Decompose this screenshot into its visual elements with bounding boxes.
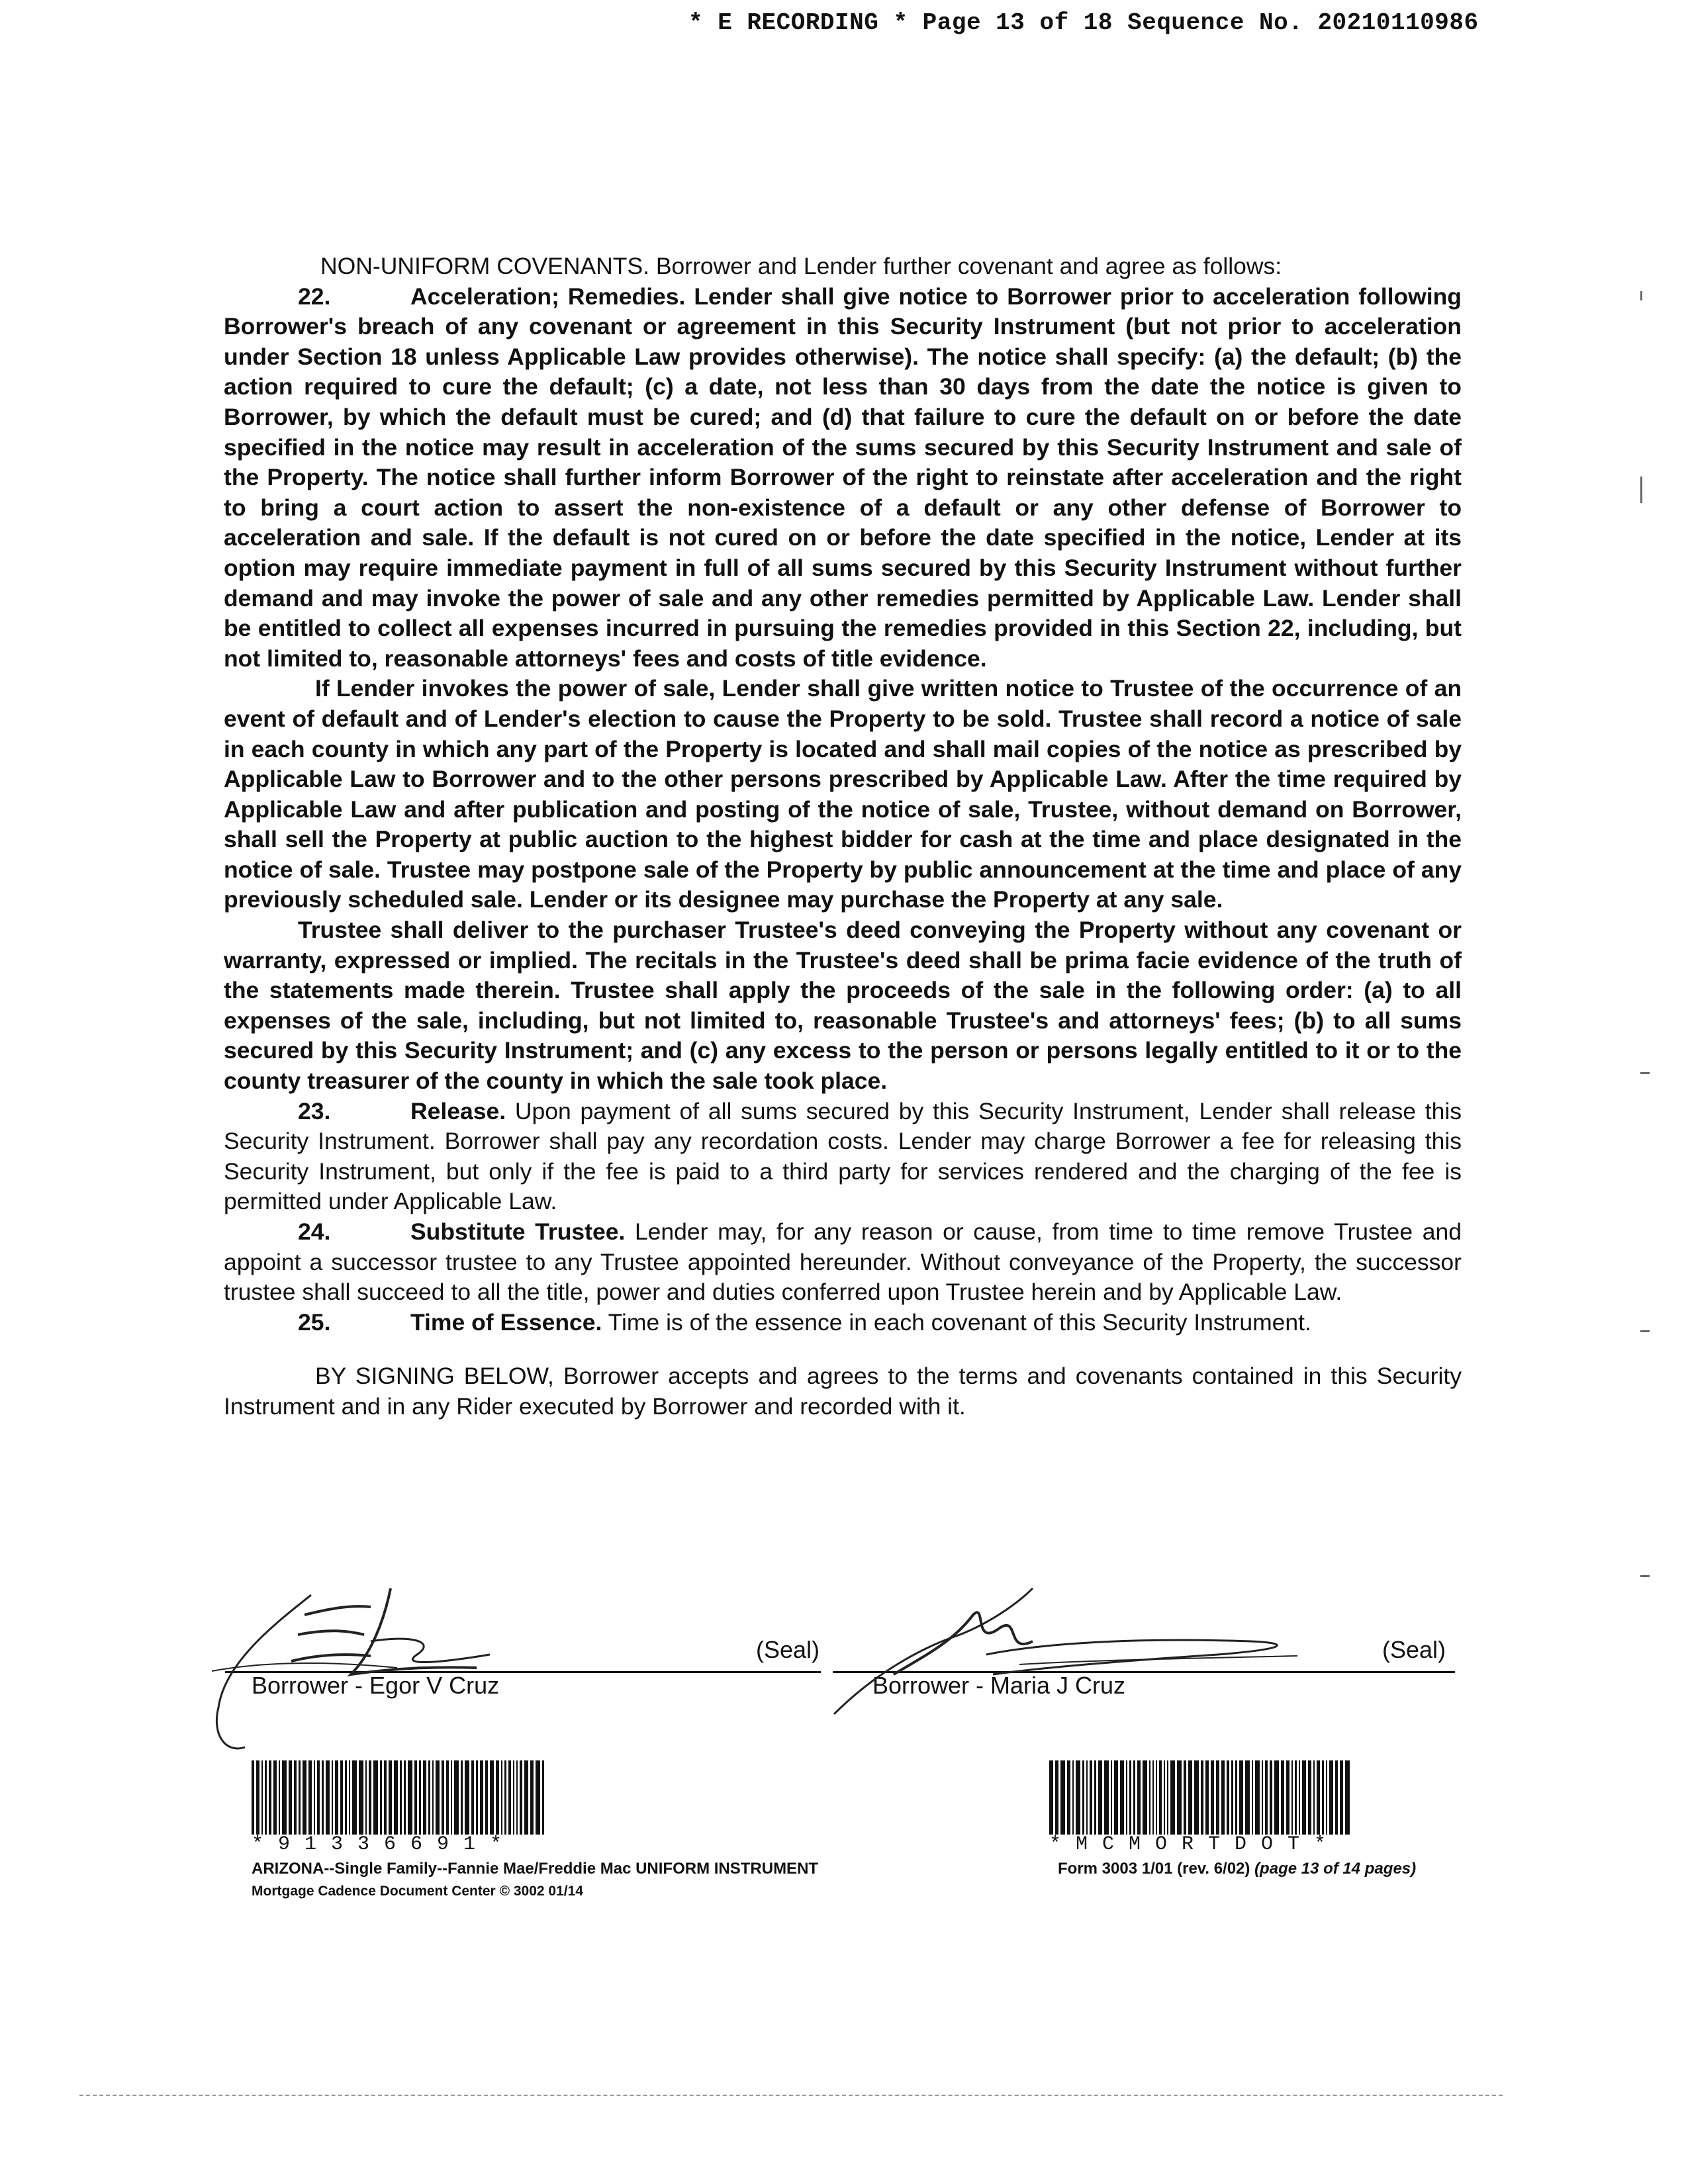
barcode-bar (1317, 1760, 1320, 1835)
barcode-bar (303, 1760, 306, 1835)
barcode-bar (369, 1760, 371, 1835)
barcode-bar (1221, 1760, 1225, 1835)
barcode-bar (1227, 1760, 1229, 1835)
barcode-bar (1167, 1760, 1168, 1835)
barcode-bar (1170, 1760, 1175, 1835)
signature-maria-cruz (821, 1575, 1324, 1734)
barcode-bar (1340, 1760, 1343, 1835)
seal-label-2: (Seal) (1382, 1636, 1446, 1663)
barcode-bar (446, 1760, 449, 1835)
barcode-bar (359, 1760, 363, 1835)
barcode-bar (1252, 1760, 1253, 1835)
barcode-bar (279, 1760, 280, 1835)
barcode-bar (1090, 1760, 1092, 1835)
barcode-bar (1156, 1760, 1157, 1835)
barcode-bar (1286, 1760, 1289, 1835)
section-24 (224, 1217, 1462, 1308)
barcode-bar (442, 1760, 444, 1835)
barcode-bar (256, 1760, 259, 1835)
barcode-bar (335, 1760, 338, 1835)
barcode-bar (1322, 1760, 1324, 1835)
section-24-title: Substitute Trustee. (410, 1218, 626, 1245)
section-22-text: Lender shall give notice to Borrower prior to acceleration following Borrower's breach of any covenant or agreement in this Security Instrument (but not prior to acceleration under Section 18 unless Applicable Law provides otherwise). The notice shall specify: (a) the default; (b) the action required to cure the default; (c) a date, not less than 30 days from the date the notice is given to Borrower, by which the default must be cured; and (d) that failure to cure the default on or before the date specified in the notice may result in acceleration of the sums secured by this Security Instrument and sale of the Property. The notice shall further inform Borrower of the right to reinstate after acceleration and the right to bring a court action to assert the non-existence of a default or any other defense of Borrower to acceleration and sale. If the default is not cured on or before the date specified in the notice, Lender at its option may require immediate payment in full of all sums secured by this Security Instrument without further demand and may invoke the power of sale and any other remedies permitted by Applicable Law. Lender shall be entitled to collect all expenses incurred in pursuing the remedies provided in this Section 22, including, but not limited to, reasonable attorneys' fees and costs of title evidence. (224, 283, 1462, 672)
barcode-bar (1129, 1760, 1131, 1835)
barcode-bar (282, 1760, 287, 1835)
barcode-bar (1094, 1760, 1096, 1835)
barcode-bar (520, 1760, 522, 1835)
barcode-bar (1086, 1760, 1088, 1835)
barcode-bar (454, 1760, 459, 1835)
covenants-body (224, 251, 1462, 1422)
barcode-bar (436, 1760, 440, 1835)
scan-speck (1640, 291, 1642, 300)
barcode-bar (524, 1760, 528, 1835)
barcode-bar (1239, 1760, 1243, 1835)
barcode-bar (471, 1760, 474, 1835)
section-22-title: Acceleration; Remedies. (410, 283, 686, 310)
barcode-bar (1098, 1760, 1102, 1835)
section-23-text: Upon payment of all sums secured by this Security Instrument, Lender shall release this Security Instrument. Borrower shall pay any recordation costs. Lender may charge Borrower a fee for releasing this Security Instrument, but only if the fee is paid to a third party for services rendered and the charging of the fee is permitted under Applicable Law. (224, 1097, 1462, 1215)
barcode-bar (1345, 1760, 1350, 1835)
barcode-bar (1245, 1760, 1250, 1835)
barcode-bar (485, 1760, 488, 1835)
signature-egor-cruz (199, 1569, 662, 1760)
section-25-text: Time is of the essence in each covenant of this Security Instrument. (608, 1308, 1311, 1336)
barcode-bar (394, 1760, 398, 1835)
barcode-bar (1262, 1760, 1263, 1835)
barcode-bar (1211, 1760, 1214, 1835)
barcode-bar (1270, 1760, 1272, 1835)
section-22-para-1 (224, 282, 1462, 674)
barcode-bar (340, 1760, 343, 1835)
barcode-bar (408, 1760, 412, 1835)
barcode-bar (1164, 1760, 1165, 1835)
barcode-bar (317, 1760, 320, 1835)
barcode-bar (332, 1760, 333, 1835)
barcode-bar (252, 1760, 254, 1835)
barcode-bar (476, 1760, 478, 1835)
barcode-bar (1188, 1760, 1192, 1835)
scan-speck (1640, 1072, 1650, 1074)
barcode-left (252, 1760, 546, 1835)
barcode-bar (1281, 1760, 1284, 1835)
barcode-bar (289, 1760, 292, 1835)
barcode-bar (419, 1760, 421, 1835)
signing-statement: BY SIGNING BELOW, Borrower accepts and agrees to the terms and covenants contained in this Security Instrument and in any Rider executed by Borrower and recorded with it. (224, 1363, 1462, 1420)
barcode-bar (1067, 1760, 1070, 1835)
barcode-left-text: *91336691* (252, 1833, 517, 1856)
barcode-bar (1177, 1760, 1182, 1835)
barcode-bar (1308, 1760, 1311, 1835)
barcode-bar (530, 1760, 534, 1835)
barcode-bar (516, 1760, 518, 1835)
barcode-bar (1326, 1760, 1327, 1835)
barcode-bar (265, 1760, 267, 1835)
barcode-bar (1295, 1760, 1297, 1835)
barcode-bar (1149, 1760, 1150, 1835)
barcode-bar (1194, 1760, 1199, 1835)
section-25-title: Time of Essence. (410, 1308, 602, 1336)
barcode-bar (1114, 1760, 1118, 1835)
section-24-number: 24. (298, 1218, 331, 1245)
scan-speck (1640, 1330, 1650, 1332)
barcode-bar (269, 1760, 271, 1835)
footer-document-center: Mortgage Cadence Document Center © 3002 01/14 (252, 1884, 583, 1899)
section-24-text: Lender may, for any reason or cause, from time to time remove Trustee and appoint a successor trustee to any Trustee appointed hereunder. Without conveyance of the Property, the successor trustee shall succeed to all the title, power and duties conferred upon Trustee herein and by Applicable Law. (224, 1218, 1462, 1306)
barcode-bar (1133, 1760, 1135, 1835)
barcode-bar (1076, 1760, 1080, 1835)
barcode-bar (508, 1760, 511, 1835)
barcode-bar (513, 1760, 514, 1835)
barcode-bar (501, 1760, 502, 1835)
barcode-bar (1126, 1760, 1127, 1835)
barcode-bar (314, 1760, 315, 1835)
barcode-bar (536, 1760, 540, 1835)
barcode-bar (428, 1760, 430, 1835)
barcode-bar (299, 1760, 301, 1835)
barcode-bar (384, 1760, 387, 1835)
barcode-bar (1265, 1760, 1268, 1835)
barcode-bar (1231, 1760, 1233, 1835)
barcode-bar (1111, 1760, 1112, 1835)
barcode-bar (1291, 1760, 1293, 1835)
footer-page-count: (page 13 of 14 pages) (1254, 1860, 1417, 1878)
barcode-bar (414, 1760, 417, 1835)
barcode-bar (480, 1760, 483, 1835)
section-25 (224, 1308, 1462, 1338)
borrower-1-name: Borrower - Egor V Cruz (252, 1672, 500, 1699)
barcode-right (1049, 1760, 1352, 1835)
barcode-bar (294, 1760, 297, 1835)
barcode-bar (400, 1760, 402, 1835)
scan-speck (1640, 477, 1642, 503)
section-23-number: 23. (298, 1097, 331, 1124)
section-22-para-3: Trustee shall deliver to the purchaser Trustee's deed conveying the Property without any covenant or warranty, expressed or implied. The recitals in the Trustee's deed shall be prima facie evidence of the truth of the statements made therein. Trustee shall apply the proceeds of the sale in the following order: (a) to all expenses of the sale, including, but not limited to, reasonable Trustee's and attorneys' fees; (b) to all sums secured by this Security Instrument; and (c) any excess to the person or persons legally entitled to it or to the county treasurer of the county in which the sale took place. (224, 917, 1462, 1095)
scan-speck (1640, 1575, 1650, 1577)
footer-instrument-title: ARIZONA--Single Family--Fannie Mae/Freddie Mac UNIFORM INSTRUMENT (252, 1860, 819, 1878)
barcode-bar (1049, 1760, 1053, 1835)
barcode-bar (1302, 1760, 1306, 1835)
barcode-bar (373, 1760, 378, 1835)
section-22-number: 22. (298, 283, 331, 310)
barcode-bar (1201, 1760, 1203, 1835)
barcode-bar (1104, 1760, 1109, 1835)
barcode-bar (1137, 1760, 1141, 1835)
barcode-bar (496, 1760, 499, 1835)
barcode-bar (1159, 1760, 1162, 1835)
seal-label-1: (Seal) (756, 1636, 820, 1663)
barcode-bar (1313, 1760, 1315, 1835)
barcode-bar (1184, 1760, 1186, 1835)
barcode-bar (1235, 1760, 1237, 1835)
recording-header: * E RECORDING * Page 13 of 18 Sequence No. 20210110986 (688, 9, 1479, 36)
barcode-bar (1205, 1760, 1209, 1835)
barcode-bar (261, 1760, 263, 1835)
section-22-para-2: If Lender invokes the power of sale, Lender shall give written notice to Trustee of the occurrence of an event of default and of Lender's election to cause the Property to be sold. Trustee shall record a notice of sale in each county in which any part of the Property is located and shall mail copies of the notice as prescribed by Applicable Law to Borrower and to the other persons prescribed by Applicable Law. After the time required by Applicable Law and after publication and posting of the notice of sale, Trustee, without demand on Borrower, shall sell the Property at public auction to the highest bidder for cash at the time and place designated in the notice of sale. Trustee may postpone sale of the Property by public announcement at the time and place of any previously scheduled sale. Lender or its designee may purchase the Property at any sale. (224, 675, 1462, 913)
barcode-bar (365, 1760, 367, 1835)
barcode-bar (352, 1760, 357, 1835)
barcode-bar (1143, 1760, 1147, 1835)
barcode-right-text: *MCMORTDOT* (1049, 1833, 1341, 1856)
section-25-number: 25. (298, 1308, 331, 1336)
barcode-bar (389, 1760, 392, 1835)
barcode-bar (1274, 1760, 1279, 1835)
barcode-bar (322, 1760, 324, 1835)
barcode-bar (345, 1760, 347, 1835)
barcode-bar (490, 1760, 494, 1835)
barcode-bar (326, 1760, 330, 1835)
barcode-bar (380, 1760, 382, 1835)
barcode-bar (1082, 1760, 1084, 1835)
barcode-bar (1072, 1760, 1074, 1835)
barcode-bar (1060, 1760, 1065, 1835)
barcode-bar (542, 1760, 544, 1835)
section-23-title: Release. (410, 1097, 506, 1124)
barcode-bar (451, 1760, 452, 1835)
barcode-bar (1152, 1760, 1154, 1835)
barcode-bar (1299, 1760, 1300, 1835)
barcode-bar (432, 1760, 434, 1835)
borrower-2-name: Borrower - Maria J Cruz (872, 1672, 1126, 1699)
barcode-bar (1216, 1760, 1219, 1835)
barcode-bar (404, 1760, 406, 1835)
barcode-bar (1335, 1760, 1338, 1835)
section-23 (224, 1097, 1462, 1217)
barcode-bar (1329, 1760, 1333, 1835)
barcode-bar (423, 1760, 426, 1835)
barcode-bar (1255, 1760, 1260, 1835)
barcode-bar (461, 1760, 463, 1835)
barcode-bar (308, 1760, 312, 1835)
barcode-bar (504, 1760, 506, 1835)
barcode-bar (349, 1760, 350, 1835)
barcode-bar (1120, 1760, 1124, 1835)
scan-edge-line (79, 2095, 1503, 2096)
barcode-bar (1055, 1760, 1058, 1835)
barcode-bar (465, 1760, 469, 1835)
footer-form-number: Form 3003 1/01 (rev. 6/02) (1058, 1860, 1250, 1878)
barcode-bar (273, 1760, 277, 1835)
intro-line: NON-UNIFORM COVENANTS. Borrower and Lender further covenant and agree as follows: (320, 253, 1282, 279)
footer-form-info (1058, 1860, 1416, 1878)
